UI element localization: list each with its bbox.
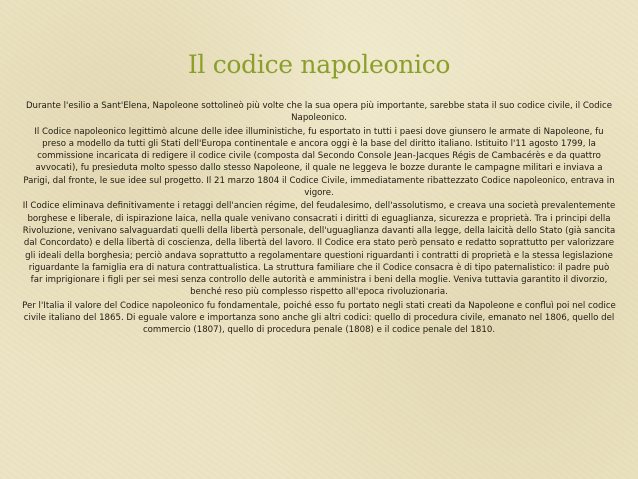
- paragraph-italia: Per l'Italia il valore del Codice napoleonico fu fondamentale, poiché esso fu portato negli stati creati da Napoleone e confluì poi nel codice civile italiano del 1865. Di eguale valore e importanza sono anche gli altri codici: quello di procedura civile, emanato nel 1806, quello del commercio (1807), quello di procedura penale (1808) e il codice penale del 1810.: [22, 300, 616, 336]
- paragraph-esilio: Durante l'esilio a Sant'Elena, Napoleone sottolineò più volte che la sua opera più importante, sarebbe stata il suo codice civile, il Codice Napoleonico.: [25, 101, 613, 124]
- paragraph-principi: Il Codice eliminava definitivamente i retaggi dell'ancien régime, del feudalesimo, dell'assolutismo, e creava una società prevalentemente borghese e liberale, di ispirazione laica, nella quale venivano consacrati i diritti di eguaglianza, sicurezza e proprietà. Tra i principi della Rivoluzione, venivano salvaguardati quelli della libertà personale, dell'uguaglianza davanti alla legge, della laicità dello Stato (già sancita dal Concordato) e della libertà di coscienza, della libertà del lavoro. Il Codice era stato però pensato e redatto soprattutto per valorizzare gli ideali della borghesia; perciò andava soprattutto a regolamentare questioni riguardanti i contratti di proprietà e la stessa legislazione riguardante la famiglia era di natura contrattualistica. La struttura familiare che il Codice consacra è di tipo paternalistico: il padre può far imprigionare i figli per sei mesi senza controllo delle autorità e amministra i beni della moglie. Veniva tuttavia garantito il divorzio, benché reso più complesso rispetto all'epoca rivoluzionaria.: [22, 201, 616, 298]
- paragraph-codice-origini: Il Codice napoleonico legittimò alcune delle idee illuministiche, fu esportato in tutti i paesi dove giunsero le armate di Napoleone, fu preso a modello da tutti gli Stati dell'Europa continentale e ancora oggi è la base del diritto italiano. Istituito l'11 agosto 1799, la commissione incaricata di redigere il codice civile (composta dal Secondo Console Jean-Jacques Régis de Cambacérès e da quattro avvocati), fu presieduta molto spesso dallo stesso Napoleone, il quale ne leggeva le bozze durante le campagne militari e inviava a Parigi, dal fronte, le sue idee sul progetto. Il 21 marzo 1804 il Codice Civile, immediatamente ribattezzato Codice napoleonico, entrava in vigore.: [23, 126, 615, 199]
- slide-title: Il codice napoleonico: [187, 50, 451, 79]
- slide-body: [22, 100, 616, 338]
